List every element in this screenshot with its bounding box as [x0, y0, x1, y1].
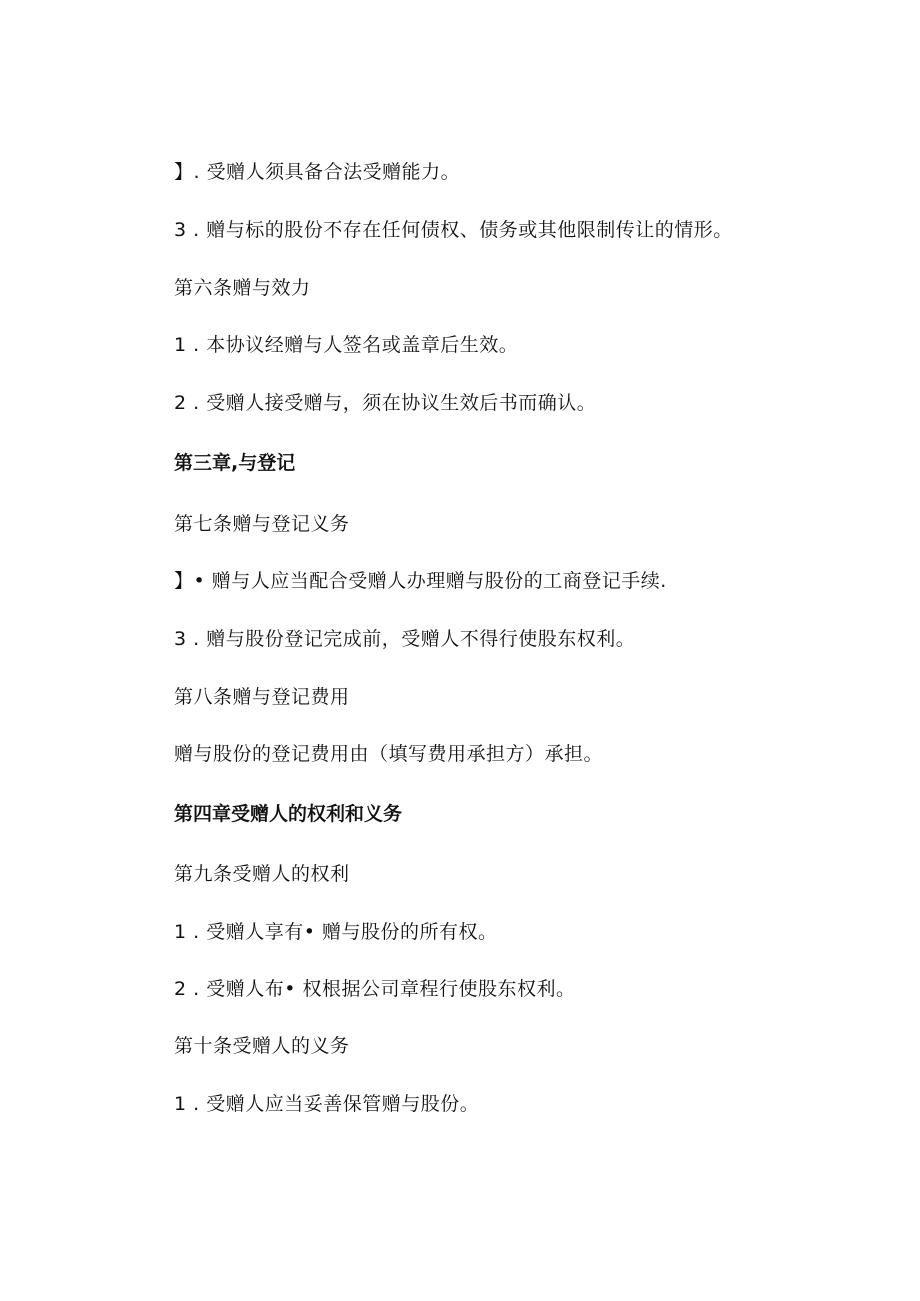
clause-rights-before-registration: 3 . 赠与股份登记完成前，受赠人不得行使股东权利。 [174, 628, 636, 650]
clause-agreement-effective: 1 . 本协议经赠与人签名或盖章后生效。 [174, 334, 519, 356]
clause-safekeeping-duty: 1 . 受赠人应当妥善保管赠与股份。 [174, 1093, 480, 1115]
article-7-heading: 第七条赠与登记义务 [174, 513, 350, 535]
clause-registration-fee: 赠与股份的登记费用由（填写费用承担方）承担。 [174, 743, 604, 765]
clause-shareholder-rights: 2 . 受赠人布• 权根据公司章程行使股东权利。 [174, 978, 576, 1000]
clause-recipient-capacity: 】. 受赠人须具备合法受赠能力。 [174, 161, 461, 183]
clause-registration-cooperation: 】• 赠与人应当配合受赠人办理赠与股份的工商登记手续. [174, 570, 667, 592]
clause-recipient-confirmation: 2 . 受赠人接受赠与，须在协议生效后书而确认。 [174, 392, 597, 414]
article-6-heading: 第六条赠与效力 [174, 277, 311, 299]
article-9-heading: 第九条受赠人的权利 [174, 863, 350, 885]
chapter-4-heading: 第四章受赠人的权利和义务 [174, 803, 403, 825]
clause-ownership-right: 1 . 受赠人享有• 赠与股份的所有权。 [174, 921, 498, 943]
clause-share-no-encumbrance: 3 . 赠与标的股份不存在任何债权、债务或其他限制传让的情形。 [174, 219, 733, 241]
chapter-3-heading: 第三章,与登记 [174, 452, 296, 474]
article-10-heading: 第十条受赠人的义务 [174, 1035, 350, 1057]
article-8-heading: 第八条赠与登记费用 [174, 686, 350, 708]
